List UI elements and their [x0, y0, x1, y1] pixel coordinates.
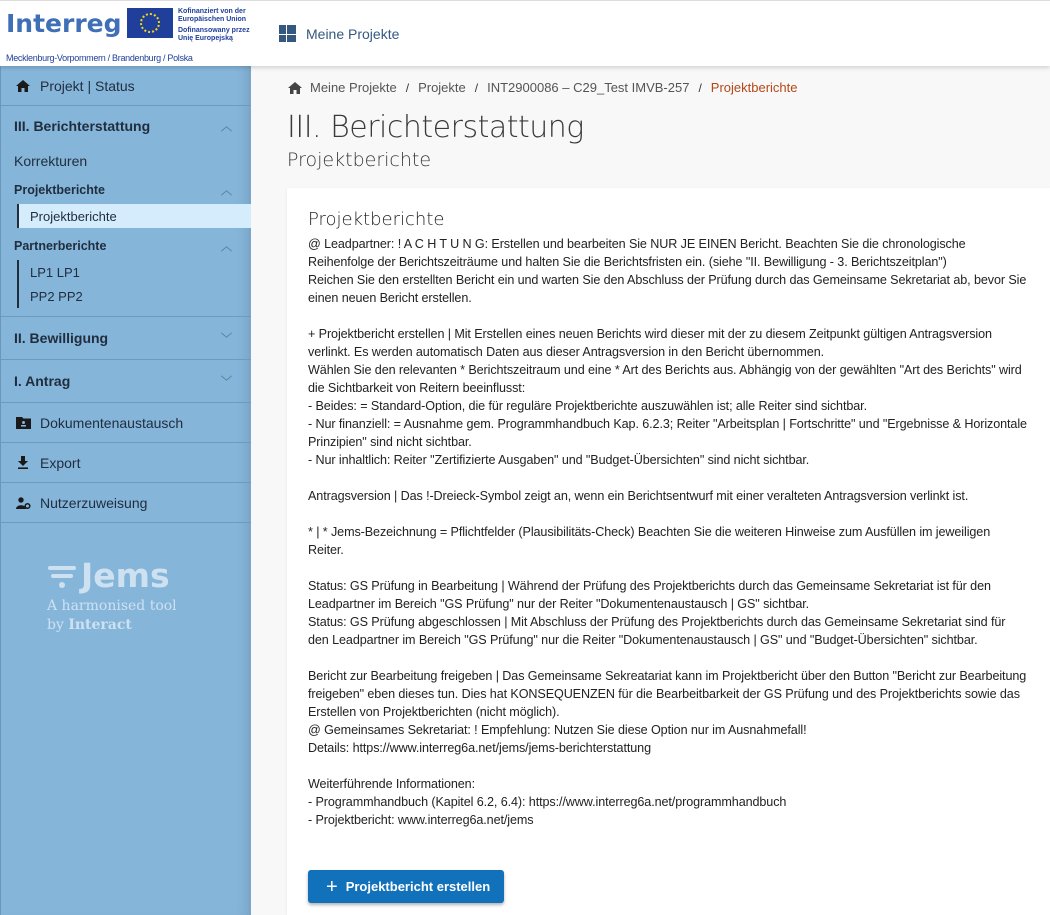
- jems-tagline: A harmonised tool: [47, 598, 177, 614]
- plus-icon: +: [326, 875, 338, 898]
- eu-text-pl: Dofinansowany przez Unię Europejską: [178, 27, 250, 42]
- home-icon: [14, 80, 32, 92]
- chevron-down-icon: ﹀: [221, 333, 232, 345]
- sidebar-item-partner-pp2[interactable]: [19, 284, 251, 308]
- interreg-logo[interactable]: [6, 5, 256, 65]
- breadcrumb: [288, 80, 798, 95]
- instruction-paragraph: + Projektbericht erstellen | Mit Erstellen eines neuen Berichts wird dieser mit der zu diesem Zeitpunkt gültigen Antragsversion verlinkt. Es werden automatisch Daten aus dieser Antragsversion in den Bericht übernommen. Wählen Sie den relevanten * Berichtszeitraum und eine * Art des Berichts aus. Abhängig von der gewählten "Art des Berichts" wird die Sichtbarkeit von Reitern beeinflusst: - Beides: = Standard-Option, die für reguläre Projektberichte auszuwählen ist; alle Reiter sind sichtbar. - Nur finanziell: = Ausnahme gem. Programmhandbuch Kap. 6.2.3; Reiter "Arbeitsplan | Fortschritte" und "Ergebnisse & Horizontale Prinzipien" sind nicht sichtbar. - Nur inhaltlich: Reiter "Zertifizierte Ausgaben" und "Budget-Übersichten" sind nicht sichtbar.: [308, 327, 1027, 467]
- sidebar-item-label: Korrekturen: [14, 153, 88, 169]
- breadcrumb-separator: /: [698, 80, 702, 95]
- partner-reports-group: [17, 260, 251, 308]
- section-label: III. Berichterstattung: [14, 118, 151, 134]
- dashboard-icon: [279, 25, 296, 42]
- create-project-report-button[interactable]: [308, 870, 504, 903]
- instruction-paragraph: @ Leadpartner: ! A C H T U N G: Erstellen und bearbeiten Sie NUR JE EINEN Bericht. Beachten Sie die chronologische Reihenfolge der Berichtszeiträume und halten Sie die Berichtsfristen ein. (siehe "II. Bewilligung - 3. Berichtszeitplan") Reichen Sie den erstellten Bericht ein und warten Sie den Abschluss der Prüfung durch das Gemeinsame Sekretariat ab, bevor Sie einen neuen Bericht erstellen.: [308, 237, 1027, 305]
- jems-wordmark: Jems: [81, 556, 170, 595]
- sidebar-item-project-reports[interactable]: [19, 204, 251, 228]
- sidebar-item-label: PP2 PP2: [30, 288, 83, 304]
- chevron-up-icon: ︿: [221, 185, 232, 197]
- eu-flag-icon: [127, 8, 173, 38]
- card-heading: Projektberichte: [308, 209, 445, 230]
- project-reports-group: [17, 204, 251, 228]
- instructions-text: [308, 235, 1029, 829]
- sidebar-item-partner-lp1[interactable]: [19, 260, 251, 284]
- instruction-paragraph: Antragsversion | Das !-Dreieck-Symbol zeigt an, wenn ein Berichtsentwurf mit einer veralteten Antragsversion verlinkt ist.: [308, 489, 969, 503]
- breadcrumb-separator: /: [405, 80, 410, 95]
- instruction-paragraph: Weiterführende Informationen: - Programmhandbuch (Kapitel 6.2, 6.4): https://www.interreg6a.net/programmhandbuch - Projektbericht: www.interreg6a.net/jems: [308, 777, 787, 827]
- jems-logo-icon: [47, 561, 77, 591]
- sidebar-item-label: Projektberichte: [30, 208, 117, 224]
- breadcrumb-current: Projektberichte: [710, 80, 798, 95]
- eu-text-de: Kofinanziert von der Europäischen Union: [178, 8, 247, 23]
- jems-by: by: [47, 617, 64, 633]
- project-reports-card: [287, 188, 1050, 915]
- folder-shared-icon: [14, 417, 32, 429]
- sidebar-item-label: Export: [40, 454, 81, 471]
- sidebar-subsection-project-reports[interactable]: [1, 176, 251, 204]
- sidebar-section-approval[interactable]: [1, 317, 251, 360]
- chevron-up-icon: ︿: [221, 241, 232, 253]
- region-label: Mecklenburg-Vorpommern / Brandenburg / Polska: [6, 53, 193, 63]
- breadcrumb-separator: /: [474, 80, 479, 95]
- user-settings-icon: [14, 497, 32, 509]
- sidebar-item-project-status[interactable]: [1, 66, 251, 106]
- page-subtitle: Projektberichte: [287, 149, 432, 171]
- breadcrumb-my-projects[interactable]: Meine Projekte: [310, 80, 397, 95]
- sidebar-item-label: Nutzerzuweisung: [40, 494, 148, 511]
- instruction-paragraph: Status: GS Prüfung in Bearbeitung | Während der Prüfung des Projektberichts durch das Gemeinsame Sekretariat ist für den Leadpartner im Bereich "GS Prüfung" nur der Reiter "Dokumentenaustausch | GS" sichtbar. Status: GS Prüfung abgeschlossen | Mit Abschluss der Prüfung des Projektberichts durch das Gemeinsame Sekretariat sind für den Leadpartner im Bereich "GS Prüfung" nur die Reiter "Dokumentenaustausch | GS" und "Budget-Übersichten" sichtbar.: [308, 579, 1006, 647]
- interreg-wordmark: Interreg: [6, 9, 122, 38]
- download-icon: [14, 456, 32, 469]
- eu-cofinance-text: [178, 8, 258, 43]
- chevron-down-icon: ﹀: [221, 376, 232, 388]
- sidebar-item-label: Dokumentenaustausch: [40, 414, 184, 431]
- sidebar-item-corrections[interactable]: [1, 146, 251, 176]
- jems-org: Interact: [68, 617, 132, 633]
- subsection-label: Projektberichte: [14, 183, 106, 197]
- instruction-paragraph: Bericht zur Bearbeitung freigeben | Das Gemeinsame Sekreatariat kann im Projektbericht über den Button "Bericht zur Bearbeitung freigeben" eben dieses tun. Dies hat KONSEQUENZEN für die Bearbeitbarkeit der GS Prüfung und des Projektberichts sowie das Erstellen von Projektberichten (nicht möglich). @ Gemeinsames Sekretariat: ! Empfehlung: Nutzen Sie diese Option nur im Ausnahmefall! Details: https://www.interreg6a.net/jems/jems-berichterstattung: [308, 669, 1027, 755]
- sidebar-item-label: Projekt | Status: [40, 77, 135, 94]
- page-title: III. Berichterstattung: [287, 110, 584, 145]
- subsection-label: Partnerberichte: [14, 239, 107, 253]
- sidebar-item-label: LP1 LP1: [30, 264, 80, 280]
- sidebar-item-export[interactable]: [1, 443, 251, 483]
- chevron-up-icon: ︿: [221, 121, 232, 133]
- home-icon[interactable]: [288, 82, 302, 94]
- section-label: II. Bewilligung: [14, 330, 109, 346]
- sidebar-item-documents[interactable]: [1, 403, 251, 443]
- top-bar: [0, 0, 1050, 66]
- breadcrumb-projects[interactable]: Projekte: [418, 80, 466, 95]
- sidebar-section-application[interactable]: [1, 360, 251, 403]
- reporting-section: [1, 106, 251, 317]
- sidebar-section-reporting[interactable]: [1, 106, 251, 146]
- button-label: Projektbericht erstellen: [345, 879, 491, 894]
- section-label: I. Antrag: [14, 373, 71, 389]
- breadcrumb-project[interactable]: INT2900086 – C29_Test IMVB-257: [487, 80, 690, 95]
- my-projects-label: Meine Projekte: [306, 25, 400, 42]
- instruction-paragraph: * | * Jems-Bezeichnung = Pflichtfelder (Plausibilitäts-Check) Beachten Sie die weiteren Hinweise zum Ausfüllen im jeweiligen Reiter.: [308, 525, 991, 557]
- jems-logo: [47, 556, 177, 635]
- sidebar-subsection-partner-reports[interactable]: [1, 232, 251, 260]
- sidebar: [0, 66, 251, 915]
- sidebar-item-user-assignment[interactable]: [1, 483, 251, 523]
- my-projects-nav[interactable]: [279, 25, 399, 42]
